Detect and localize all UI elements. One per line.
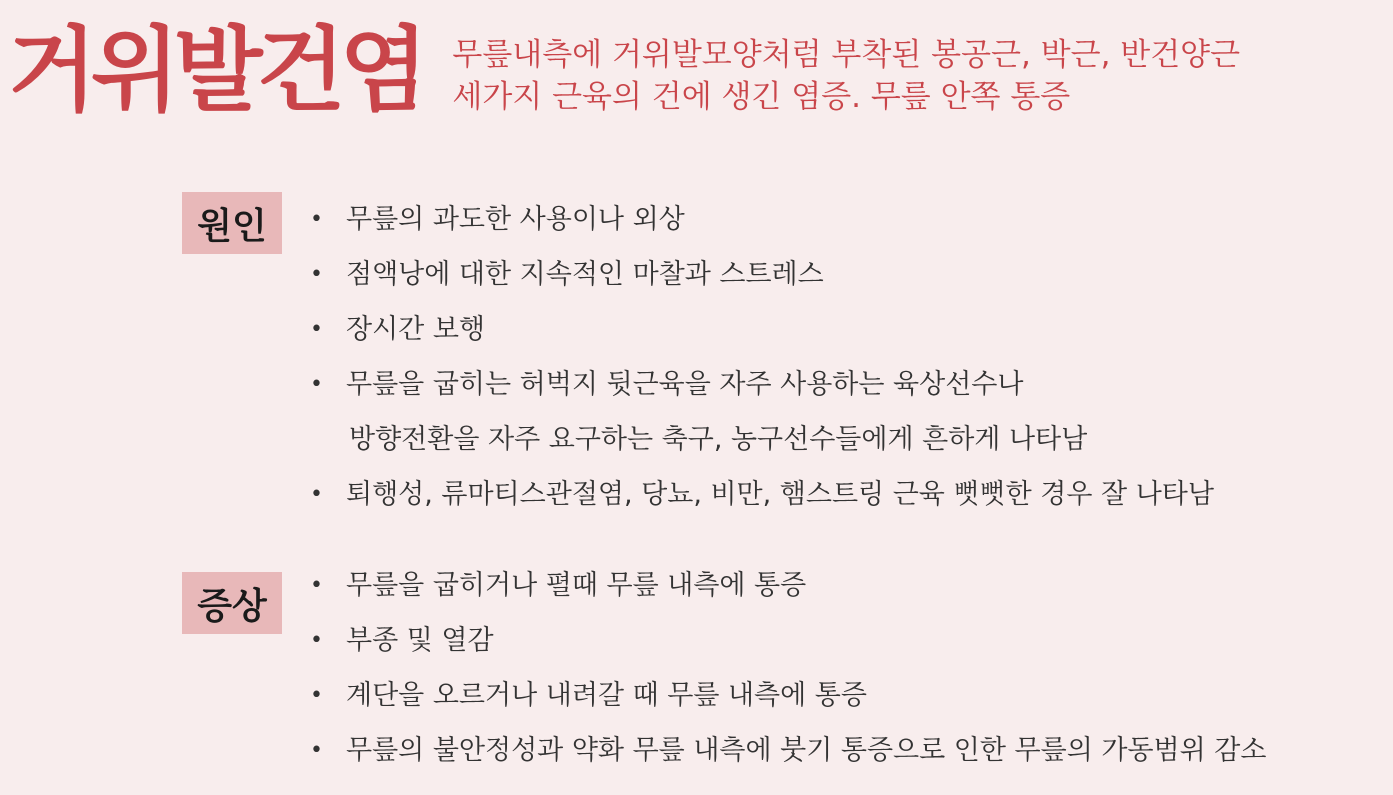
list-item bbox=[310, 558, 1266, 613]
list-item bbox=[310, 302, 1214, 357]
list-item bbox=[310, 467, 1214, 522]
list-item bbox=[310, 723, 1266, 778]
list-item-text: 점액낭에 대한 지속적인 마찰과 스트레스 bbox=[346, 259, 824, 290]
list-item-text: 무릎의 과도한 사용이나 외상 bbox=[346, 204, 685, 235]
list-item-text: 계단을 오르거나 내려갈 때 무릎 내측에 통증 bbox=[346, 680, 867, 711]
subtitle bbox=[452, 34, 1240, 118]
list-item bbox=[310, 668, 1266, 723]
symptom-list bbox=[310, 558, 1266, 778]
bullet-icon: • bbox=[310, 482, 323, 507]
bullet-icon: • bbox=[310, 628, 323, 653]
bullet-icon: • bbox=[310, 738, 323, 763]
bullet-icon: • bbox=[310, 317, 323, 342]
list-item-text: 무릎을 굽히는 허벅지 뒷근육을 자주 사용하는 육상선수나 bbox=[346, 369, 1024, 400]
list-item-text: 퇴행성, 류마티스관절염, 당뇨, 비만, 햄스트링 근육 뻣뻣한 경우 잘 나타남 bbox=[346, 479, 1214, 510]
list-item bbox=[310, 192, 1214, 247]
list-item-text: 무릎을 굽히거나 펼때 무릎 내측에 통증 bbox=[346, 570, 807, 601]
cause-list bbox=[310, 192, 1214, 522]
list-item bbox=[310, 247, 1214, 302]
cause-label: 원인 bbox=[182, 192, 282, 254]
cause-section bbox=[182, 192, 1214, 522]
symptom-section bbox=[182, 558, 1266, 778]
list-item bbox=[310, 613, 1266, 668]
page-title: 거위발건염 bbox=[8, 17, 423, 124]
subtitle-line-2: 세가지 근육의 건에 생긴 염증. 무릎 안쪽 통증 bbox=[452, 79, 1071, 115]
list-item-text: 무릎의 불안정성과 약화 무릎 내측에 붓기 통증으로 인한 무릎의 가동범위 감소 bbox=[346, 735, 1267, 766]
list-item-text: 부종 및 열감 bbox=[346, 625, 494, 656]
list-item-text: 방향전환을 자주 요구하는 축구, 농구선수들에게 흔하게 나타남 bbox=[349, 424, 1088, 455]
bullet-icon: • bbox=[310, 372, 323, 397]
list-item-text: 장시간 보행 bbox=[346, 314, 485, 345]
subtitle-line-1: 무릎내측에 거위발모양처럼 부착된 봉공근, 박근, 반건양근 bbox=[452, 37, 1241, 73]
bullet-icon: • bbox=[310, 262, 323, 287]
symptom-label: 증상 bbox=[182, 572, 282, 634]
header bbox=[8, 18, 1240, 124]
bullet-icon: • bbox=[310, 573, 323, 598]
list-item bbox=[310, 357, 1214, 412]
list-item-continuation bbox=[310, 412, 1214, 467]
bullet-icon: • bbox=[310, 683, 323, 708]
bullet-icon: • bbox=[310, 207, 323, 232]
